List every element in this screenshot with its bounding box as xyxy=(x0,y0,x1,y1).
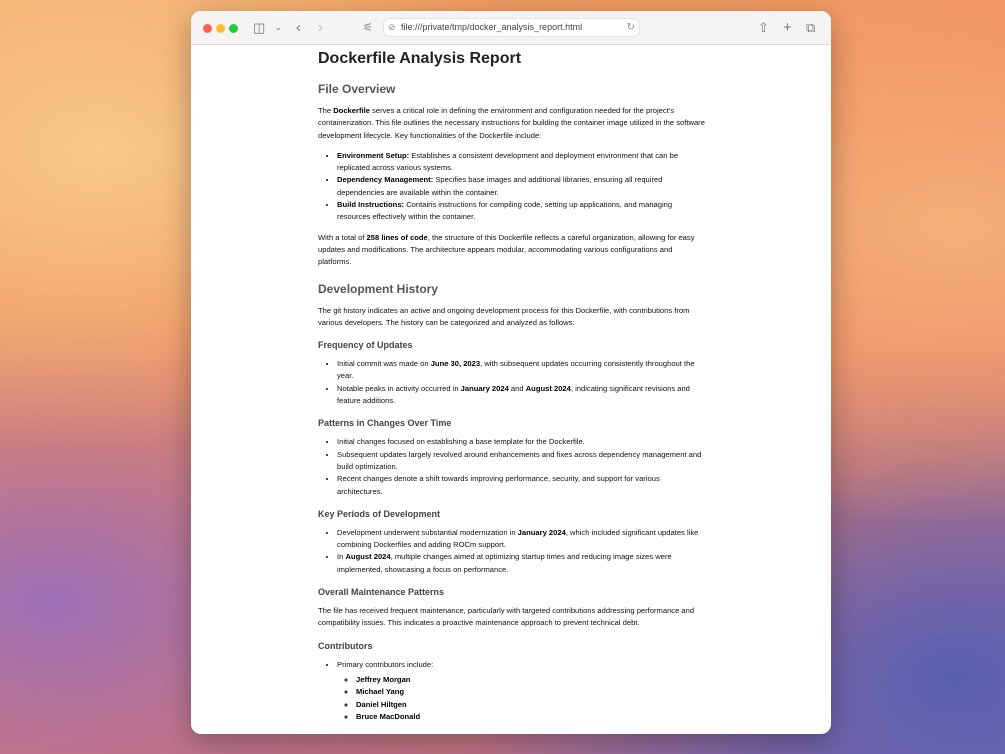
subsection-heading: Contributors xyxy=(318,640,373,651)
share-icon[interactable]: ⇧ xyxy=(758,20,769,35)
text-run: , with subsequent updates occurring consistently throughout the year. xyxy=(337,359,695,381)
address-bar[interactable] xyxy=(383,18,640,37)
chevron-down-icon[interactable]: ⌄ xyxy=(275,23,282,32)
bold-text: Environment Setup: xyxy=(337,150,410,160)
section-heading: File Overview xyxy=(318,82,396,96)
list-item xyxy=(337,527,706,552)
bold-text: August 2024 xyxy=(525,383,571,393)
text-run: Recent changes denote a shift towards improving performance, security, and support for various architectures. xyxy=(337,474,660,496)
list-item xyxy=(337,150,706,175)
bullet-list xyxy=(318,527,706,576)
list-item xyxy=(337,199,706,224)
close-button[interactable] xyxy=(203,24,212,33)
subsection-heading: Frequency of Updates xyxy=(318,340,413,351)
paragraph xyxy=(318,232,706,269)
bold-text: August 2024 xyxy=(345,552,391,562)
list-item xyxy=(337,449,706,474)
list-item xyxy=(337,551,706,576)
bold-text: January 2024 xyxy=(460,383,509,393)
text-run: Development underwent substantial modernization in xyxy=(337,527,518,537)
list-item xyxy=(356,674,706,686)
list-item xyxy=(337,436,706,448)
list-item xyxy=(356,699,706,711)
broom-icon[interactable]: ⚟ xyxy=(363,22,373,34)
reload-icon[interactable]: ↻ xyxy=(626,22,635,33)
report-content xyxy=(318,46,706,731)
text-run: , indicating significant revisions and feature additions. xyxy=(337,383,690,406)
text-run: , multiple changes aimed at optimizing startup times and reducing image sizes were implemented, showcasing a focus on performance. xyxy=(337,552,672,574)
text-run: The xyxy=(318,106,334,115)
bold-text: June 30, 2023 xyxy=(430,359,481,369)
bullet-list xyxy=(318,358,706,407)
text-run: Initial commit was made on xyxy=(337,359,431,369)
text-run: Contains instructions for compiling code, setting up applications, and managing resources effectively within the container. xyxy=(337,200,673,222)
forward-icon[interactable]: › xyxy=(318,19,323,36)
paragraph xyxy=(318,305,706,330)
bold-text: Build Instructions: xyxy=(337,200,405,210)
bullet-list xyxy=(318,659,706,723)
text-run: , the structure of this Dockerfile reflects a careful organization, allowing for easy updates and modifications. The architecture appears modular, accommodating various configurations and platforms. xyxy=(318,232,695,267)
subsection-heading: Patterns in Changes Over Time xyxy=(318,418,452,429)
page-title: Dockerfile Analysis Report xyxy=(318,50,522,67)
bold-text: January 2024 xyxy=(517,527,566,537)
bold-text: Dependency Management: xyxy=(337,175,434,185)
zoom-button[interactable] xyxy=(229,24,238,33)
list-item xyxy=(337,174,706,199)
subsection-heading: Key Periods of Development xyxy=(318,508,441,519)
bold-text: 258 lines of code xyxy=(366,232,428,242)
list-item xyxy=(356,711,706,723)
subsection-heading: Overall Maintenance Patterns xyxy=(318,587,445,598)
bold-text: Bruce MacDonald xyxy=(356,711,421,721)
list-item xyxy=(356,686,706,698)
paragraph xyxy=(318,605,706,630)
text-run: and xyxy=(508,383,526,393)
text-run: Notable peaks in activity occurred in xyxy=(337,383,461,393)
bold-text: Michael Yang xyxy=(356,687,404,697)
back-icon[interactable]: ‹ xyxy=(296,19,301,36)
text-run: Primary contributors include: xyxy=(337,659,434,669)
section-heading: Development History xyxy=(318,281,439,296)
new-tab-icon[interactable]: + xyxy=(783,19,792,36)
text-run: In xyxy=(337,552,346,562)
bullet-list xyxy=(318,436,706,497)
text-run: Subsequent updates largely revolved around enhancements and fixes across dependency management and build optimization. xyxy=(337,449,702,471)
list-item xyxy=(337,358,706,383)
text-run: Initial changes focused on establishing a base template for the Dockerfile. xyxy=(337,437,585,447)
browser-toolbar xyxy=(191,11,831,45)
paragraph xyxy=(318,105,706,142)
text-run: , which included significant updates like combining Dockerfiles and adding ROCm support. xyxy=(337,527,699,550)
list-item xyxy=(337,659,706,723)
list-item xyxy=(337,473,706,498)
compass-icon: ⊘ xyxy=(388,22,396,32)
text-run: Specifies base images and additional libraries, ensuring all required dependencies are available within the container. xyxy=(337,175,663,197)
sidebar-icon[interactable]: ◫ xyxy=(253,20,266,35)
text-run: The git history indicates an active and ongoing development process for this Dockerfile, with contributions from various developers. The history can be categorized and analyzed as follows: xyxy=(318,305,690,327)
bold-text: Daniel Hiltgen xyxy=(356,699,407,709)
text-run: Establishes a consistent development and deployment environment that can be replicated across various systems. xyxy=(337,150,679,173)
bullet-list xyxy=(318,150,706,224)
list-item xyxy=(337,383,706,408)
text-run: The file has received frequent maintenance, particularly with targeted contributions addressing performance and compatibility issues. This indicates a proactive maintenance approach to prevent technical debt. xyxy=(318,606,695,628)
url-text: file:///private/tmp/docker_analysis_report.html xyxy=(401,22,583,32)
text-run: With a total of xyxy=(318,232,367,242)
minimize-button[interactable] xyxy=(216,24,225,33)
bold-text: Dockerfile xyxy=(333,106,370,115)
text-run: serves a critical role in defining the environment and configuration needed for the project's containerization. This file outlines the necessary instructions for building the container image utilized in the software development lifecycle. Key functionalities of the Dockerfile include: xyxy=(318,106,705,140)
browser-window xyxy=(191,11,831,734)
bold-text: Jeffrey Morgan xyxy=(356,674,411,684)
contributor-list xyxy=(337,674,706,723)
tab-overview-icon[interactable]: ⧉ xyxy=(806,20,816,35)
